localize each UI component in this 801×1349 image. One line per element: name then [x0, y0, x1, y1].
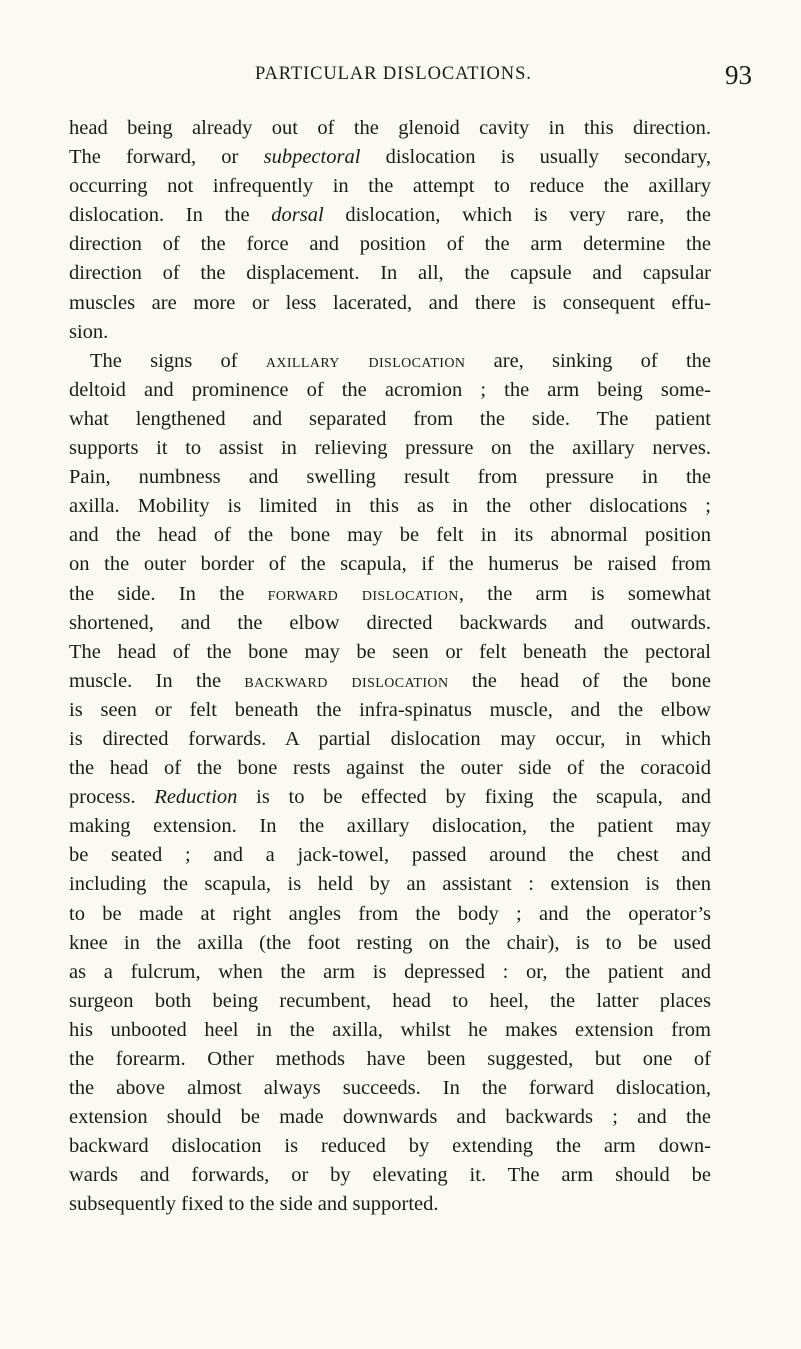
text-run: his unbooted heel in the axilla, whilst he makes extension from [69, 1018, 711, 1041]
text-line [69, 580, 711, 609]
text-run: , the arm is somewhat [458, 582, 711, 605]
text-line [69, 1016, 711, 1045]
text-run: the forearm. Other methods have been suggested, but one of [69, 1048, 711, 1070]
text-run: the above almost always succeeds. In the forward dislocation, [69, 1077, 711, 1100]
text-run: surgeon both being recumbent, head to heel, the latter places [69, 989, 711, 1012]
text-run: are, sinking of the [465, 349, 712, 372]
text-line [69, 318, 711, 347]
text-line [69, 667, 711, 696]
text-run: knee in the axilla (the foot resting on the chair), is to be used [69, 931, 711, 954]
text-run: making extension. In the axillary dislocation, the patient may [69, 815, 711, 838]
text-run: The head of the bone may be seen or felt beneath the pectoral [69, 640, 711, 663]
text-run: supports it to assist in relieving pressure on the axillary nerves. [69, 437, 711, 460]
text-line [69, 696, 711, 725]
text-line [69, 754, 711, 783]
text-run: the side. In the [69, 582, 268, 605]
text-run: backward dislocation is reduced by extending the arm down- [69, 1135, 711, 1158]
text-line [69, 929, 711, 958]
text-line [69, 230, 711, 259]
text-line [69, 463, 711, 492]
text-run: dislocation. In the [69, 204, 272, 227]
text-run: dislocation, which is very rare, the [323, 204, 711, 227]
text-run: to be made at right angles from the body ; and the operator’s [69, 902, 711, 925]
text-line [69, 609, 711, 638]
text-run: is directed forwards. A partial dislocation may occur, in which [69, 727, 711, 750]
text-run: be seated ; and a jack-towel, passed around the chest and [69, 844, 711, 867]
italic-term: dorsal [271, 204, 324, 227]
text-line [69, 1103, 711, 1132]
text-line [69, 987, 711, 1016]
text-run: The forward, or [69, 146, 264, 169]
text-run: shortened, and the elbow directed backwards and outwards. [69, 611, 711, 634]
text-run: the head of the bone [448, 669, 712, 692]
text-line [69, 405, 711, 434]
text-line [69, 114, 711, 143]
text-line [69, 1190, 711, 1219]
small-caps-term: forward dislocation [267, 582, 459, 605]
text-run: is seen or felt beneath the infra-spinatus muscle, and the elbow [69, 698, 711, 721]
text-line [69, 201, 711, 230]
italic-term: Reduction [154, 786, 238, 809]
text-run: process. [69, 786, 155, 809]
text-run: dislocation is usually secondary, [360, 146, 711, 169]
running-header [0, 62, 801, 92]
text-line [69, 434, 711, 463]
text-line [69, 958, 711, 987]
text-line [69, 1132, 711, 1161]
text-run: the head of the bone rests against the outer side of the coracoid [69, 757, 711, 780]
text-run: direction of the displacement. In all, the capsule and capsular [69, 262, 711, 285]
text-line [69, 172, 711, 201]
text-line [69, 870, 711, 899]
text-line [69, 841, 711, 870]
text-line [69, 550, 711, 579]
text-run: is to be effected by fixing the scapula, and [237, 786, 711, 809]
text-run: wards and forwards, or by elevating it. The arm should be [69, 1164, 711, 1187]
text-line [69, 900, 711, 929]
text-run: occurring not infrequently in the attempt to reduce the axillary [69, 175, 711, 198]
text-line [69, 1074, 711, 1103]
text-line [69, 783, 711, 812]
text-line [69, 143, 711, 172]
text-run: sion. [69, 320, 109, 343]
text-run: what lengthened and separated from the side. The patient [69, 407, 711, 430]
running-title: PARTICULAR DISLOCATIONS. [255, 64, 532, 84]
text-line [69, 638, 711, 667]
italic-term: subpectoral [263, 146, 361, 169]
page-number: 93 [725, 60, 752, 90]
text-line [69, 259, 711, 288]
small-caps-term: backward dislocation [244, 669, 449, 692]
text-run: axilla. Mobility is limited in this as in the other dislocations ; [69, 495, 711, 518]
text-run: direction of the force and position of the arm determine the [69, 233, 711, 256]
text-line [69, 1161, 711, 1190]
text-run: including the scapula, is held by an assistant : extension is then [69, 873, 711, 896]
text-line [69, 812, 711, 841]
small-caps-term: axillary dislocation [265, 349, 466, 372]
text-run: subsequently fixed to the side and supported. [69, 1193, 439, 1216]
text-line [69, 521, 711, 550]
text-run: muscle. In the [69, 669, 245, 692]
text-run: muscles are more or less lacerated, and there is consequent effu- [69, 291, 711, 314]
text-run: Pain, numbness and swelling result from pressure in the [69, 466, 711, 489]
text-line [69, 492, 711, 521]
text-run: The signs of [90, 349, 266, 372]
text-line [69, 289, 711, 318]
text-line [69, 725, 711, 754]
text-line [69, 1045, 711, 1074]
text-run: on the outer border of the scapula, if the humerus be raised from [69, 553, 711, 576]
text-run: extension should be made downwards and backwards ; and the [69, 1106, 711, 1129]
text-run: head being already out of the glenoid cavity in this direction. [69, 117, 711, 139]
text-run: and the head of the bone may be felt in its abnormal position [69, 524, 711, 547]
body-text [69, 114, 711, 1220]
text-line [69, 347, 711, 376]
text-run: deltoid and prominence of the acromion ; the arm being some- [69, 378, 711, 401]
text-run: as a fulcrum, when the arm is depressed : or, the patient and [69, 960, 711, 983]
text-line [69, 376, 711, 405]
